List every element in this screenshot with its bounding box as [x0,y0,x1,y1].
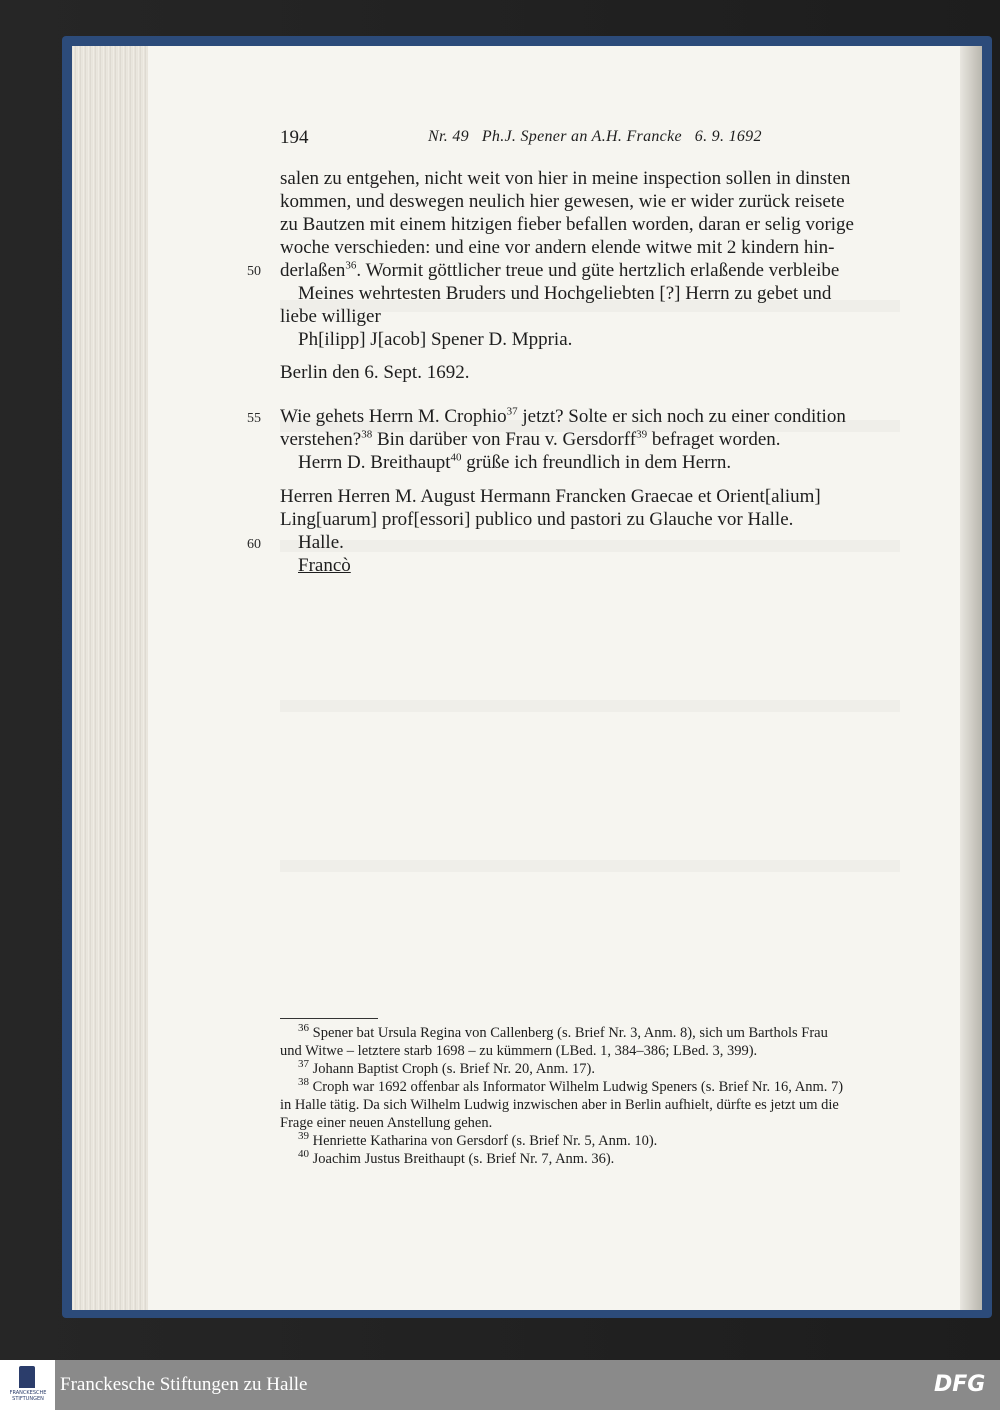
footnote: und Witwe – letztere starb 1698 – zu kümmern (LBed. 1, 384–386; LBed. 3, 399). [280,1043,758,1059]
body-line: woche verschieden: und eine vor andern elende witwe mit 2 kindern hin- [280,237,835,258]
logo-text: FRANCKESCHE STIFTUNGEN [9,1390,47,1402]
signature: Ph[ilipp] J[acob] Spener D. Mppria. [298,329,573,350]
footer-title[interactable]: Franckesche Stiftungen zu Halle [60,1374,308,1395]
address-line: Francò [298,555,351,576]
show-through [280,700,900,712]
letter-date: Berlin den 6. Sept. 1692. [280,362,470,383]
line-number: 55 [247,411,261,426]
footnote: in Halle tätig. Da sich Wilhelm Ludwig inzwischen aber in Berlin aufhielt, dürfte es jetzt um die [280,1097,839,1113]
footnote: $^{39}$ Henriette Katharina von Gersdorf (s. Brief Nr. 5, Anm. 10). [298,1130,658,1149]
address-line: Ling[uarum] prof[essori] publico und pastori zu Glauche vor Halle. [280,509,794,530]
closing-line: liebe williger [280,306,381,327]
show-through [280,540,900,552]
running-title: Nr. 49 Ph.J. Spener an A.H. Francke 6. 9. 1692 [428,128,762,145]
body-line: zu Bautzen mit einem hitzigen fieber befallen worden, daran er selig vorige [280,214,854,235]
postscript-line: Wie gehets Herrn M. Crophio$^{37}$ jetzt? Solte er sich noch zu einer condition [280,405,846,427]
show-through [280,860,900,872]
postscript-line: verstehen?$^{38}$ Bin darüber von Frau v. Gersdorff$^{39}$ befraget worden. [280,428,781,450]
page-gutter-shadow [960,46,982,1310]
address-line: Herren Herren M. August Hermann Francken Graecae et Orient[alium] [280,486,821,507]
body-line: salen zu entgehen, nicht weit von hier in meine inspection sollen in dinsten [280,168,851,189]
page-edges [72,46,152,1310]
footnote-rule [280,1018,378,1019]
address-line: Halle. [298,532,344,553]
footnote-ref[interactable]: 40 [450,451,462,464]
footnote: $^{36}$ Spener bat Ursula Regina von Callenberg (s. Brief Nr. 3, Anm. 8), sich um Barthols Frau [298,1022,828,1041]
page-number: 194 [280,127,309,148]
line-number: 60 [247,537,261,552]
body-line: derlaßen$^{36}$. Wormit göttlicher treue und güte hertzlich erlaßende verbleibe [280,259,840,281]
postscript-line: Herrn D. Breithaupt$^{40}$ grüße ich freundlich in dem Herrn. [298,451,732,473]
closing-line: Meines wehrtesten Bruders und Hochgeliebten [?] Herrn zu gebet und [298,283,832,304]
footnote: Frage einer neuen Anstellung gehen. [280,1115,493,1131]
dfg-logo[interactable]: DFG [934,1372,986,1397]
line-number: 50 [247,264,261,279]
footnote: $^{37}$ Johann Baptist Croph (s. Brief Nr. 20, Anm. 17). [298,1058,595,1077]
footnote: $^{38}$ Croph war 1692 offenbar als Informator Wilhelm Ludwig Speners (s. Brief Nr. 16, Anm. 7) [298,1076,844,1095]
footnote: $^{40}$ Joachim Justus Breithaupt (s. Brief Nr. 7, Anm. 36). [298,1148,615,1167]
footnote-ref[interactable]: 39 [636,428,648,441]
footnote-ref[interactable]: 38 [361,428,373,441]
footnote-ref[interactable]: 37 [506,405,518,418]
building-icon [19,1366,35,1388]
footnote-ref[interactable]: 36 [345,259,357,272]
body-line: kommen, und deswegen neulich hier gewesen, wie er wider zurück reisete [280,191,845,212]
